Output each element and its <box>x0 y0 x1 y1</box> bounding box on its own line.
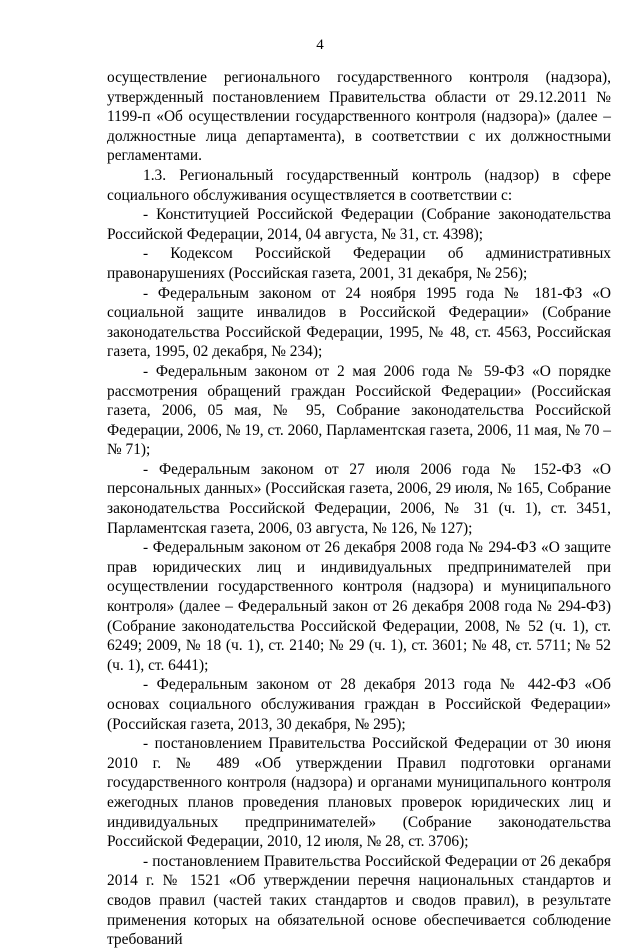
list-item-law-59-fz: - Федеральным законом от 2 мая 2006 года № 59-ФЗ «О порядке рассмотрения обращений граждан Российской Федерации» (Российская газета, 2006, 05 мая, № 95, Собрание законодательства Российской Федерации, 2006, № 19, ст. 2060, Парламентская газета, 2006, 11 мая, № 70 – № 71); <box>107 362 611 459</box>
list-item-resolution-1521: - постановлением Правительства Российской Федерации от 26 декабря 2014 г. № 1521 «Об утверждении перечня национальных стандартов и сводов правил (частей таких стандартов и сводов правил), в результате применения которых на обязательной основе обеспечивается соблюдение требований <box>107 852 611 949</box>
page-number: 4 <box>316 37 324 53</box>
list-item-law-442-fz: - Федеральным законом от 28 декабря 2013 года № 442-ФЗ «Об основах социального обслуживания граждан в Российской Федерации» (Российская газета, 2013, 30 декабря, № 295); <box>107 676 611 733</box>
list-item-law-152-fz: - Федеральным законом от 27 июля 2006 года № 152-ФЗ «О персональных данных» (Российская газета, 2006, 29 июля, № 165, Собрание законодательства Российской Федерации, 2006, № 31 (ч. 1), ст. 3451, Парламентская газета, 2006, 03 августа, № 126, № 127); <box>107 460 611 537</box>
paragraph-continuation: осуществление регионального государственного контроля (надзора), утвержденный постановлением Правительства области от 29.12.2011 № 1199-п «Об осуществлении государственного контроля (надзора)» (далее – должностные лица департамента), в соответствии с их должностными регламентами. <box>107 69 611 165</box>
paragraph-section-1-3: 1.3. Региональный государственный контроль (надзор) в сфере социального обслуживания осуществляется в соответствии с: <box>107 166 611 204</box>
list-item-law-181-fz: - Федеральным законом от 24 ноября 1995 года № 181-ФЗ «О социальной защите инвалидов в Российской Федерации» (Собрание законодательства Российской Федерации, 1995, № 48, ст. 4563, Российская газета, 1995, 02 декабря, № 234); <box>107 284 611 361</box>
list-item-law-294-fz: - Федеральным законом от 26 декабря 2008 года № 294-ФЗ «О защите прав юридических лиц и индивидуальных предпринимателей при осуществлении государственного контроля (надзора) и муниципального контроля» (далее – Федеральный закон от 26 декабря 2008 года № 294-ФЗ) (Собрание законодательства Российской Федерации, 2008, № 52 (ч. 1), ст. 6249; 2009, № 18 (ч. 1), ст. 2140; № 29 (ч. 1), ст. 3601; № 48, ст. 5711; № 52 (ч. 1), ст. 6441); <box>107 539 611 674</box>
document-body <box>107 68 611 950</box>
list-item-constitution: - Конституцией Российской Федерации (Собрание законодательства Российской Федерации, 2014, 04 августа, № 31, ст. 4398); <box>107 206 611 243</box>
list-item-administrative-code: - Кодексом Российской Федерации об административных правонарушениях (Российская газета, 2001, 31 декабря, № 256); <box>107 245 611 282</box>
list-item-resolution-489: - постановлением Правительства Российской Федерации от 30 июня 2010 г. № 489 «Об утверждении Правил подготовки органами государственного контроля (надзора) и органами муниципального контроля ежегодных планов проведения плановых проверок юридических лиц и индивидуальных предпринимателей» (Собрание законодательства Российской Федерации, 2010, 12 июля, № 28, ст. 3706); <box>107 735 611 851</box>
